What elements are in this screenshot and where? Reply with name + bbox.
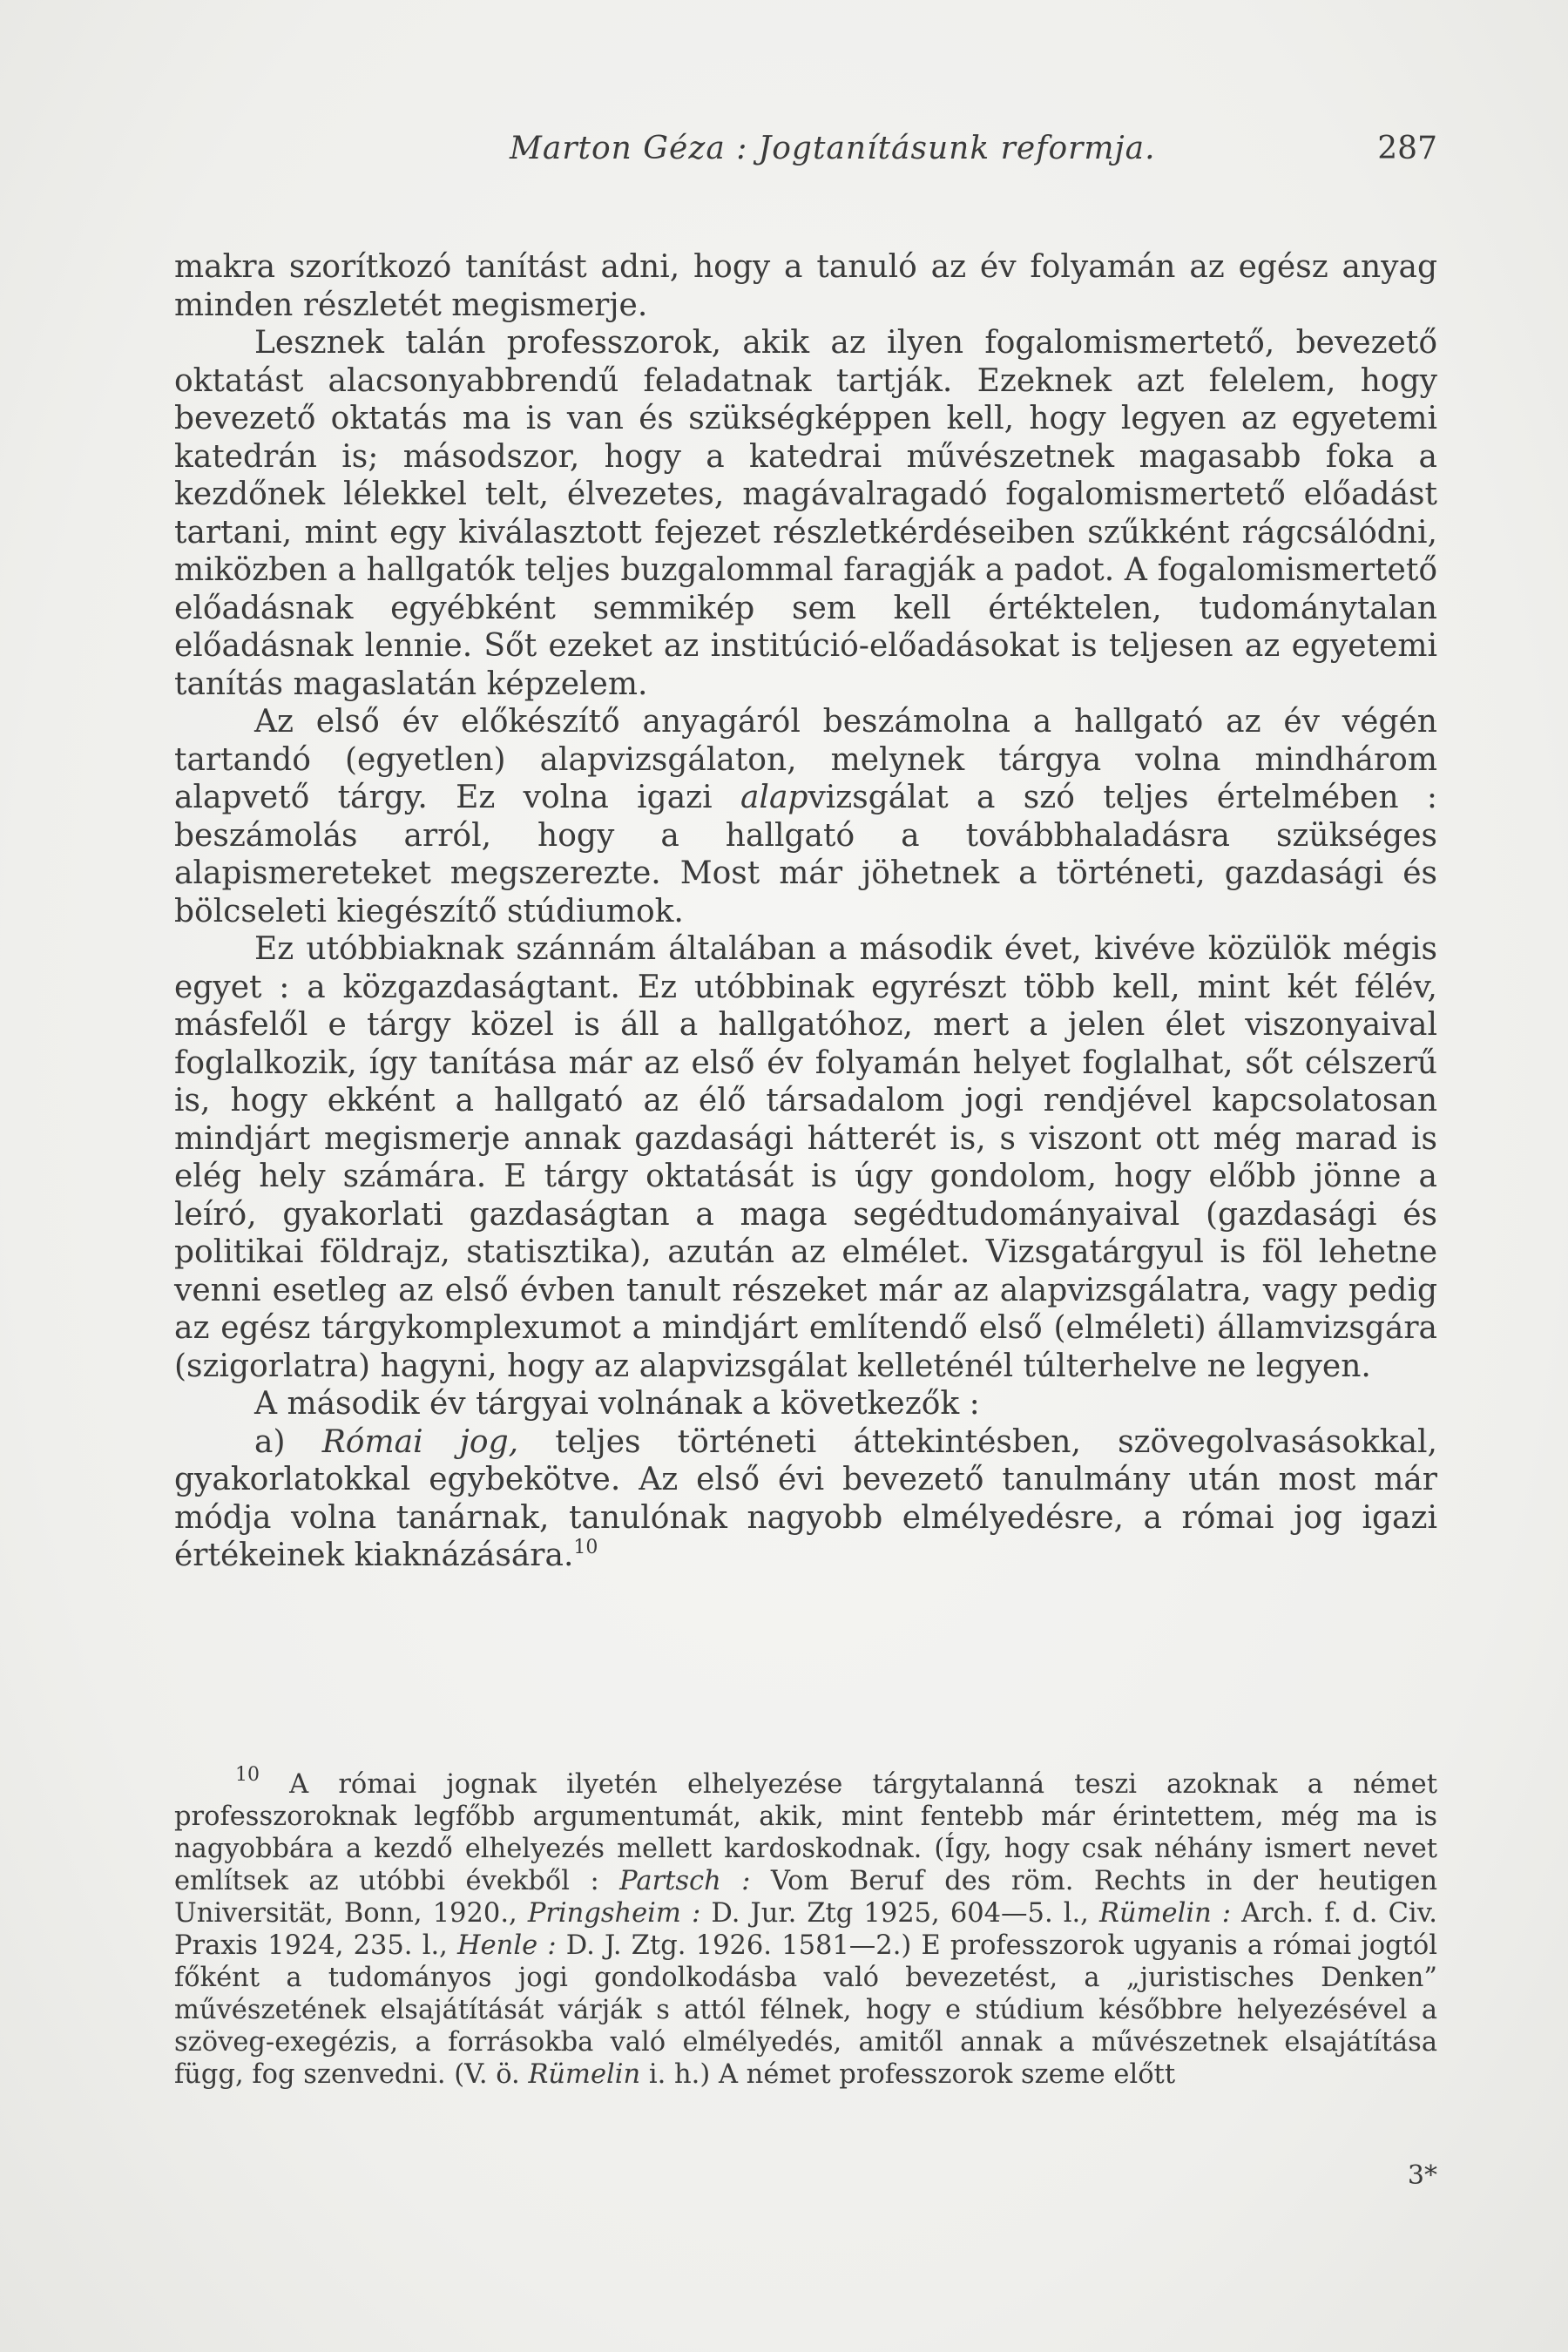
footnotes <box>174 1764 1437 2091</box>
footnote-text: Vom Beruf des röm. Rechts in der heutigen Universität, Bonn, 1920., <box>174 1866 1437 1929</box>
running-title: Marton Géza : Jogtanításunk reformja. <box>510 131 1156 166</box>
paragraph-3 <box>174 703 1437 930</box>
footnote-text: A római jognak ilyetén elhelyezése tárgytalanná teszi azoknak a német professzoroknak legfőbb argumentumát, akik, mint fentebb már érintettem, még ma is nagyobbára a kezdő elhelyezés mellett kardoskodnak. (Így, hogy csak néhány ismert nevet említsek az utóbbi évekből : <box>174 1769 1437 1896</box>
footnote-reference: 10 <box>573 1537 598 1558</box>
list-label: a) <box>254 1423 322 1460</box>
footnote-10 <box>174 1764 1437 2091</box>
paragraph-1: makra szorítkozó tanítást adni, hogy a tanuló az év folyamán az egész anyag minden részletét megismerje. <box>174 249 1437 323</box>
list-item-text: teljes történeti áttekintésben, szövegolvasásokkal, gyakorlatokkal egybekötve. Az első évi bevezető tanulmány után most már módja volna tanárnak, tanulónak nagyobb elmélyedésre, a római jog igazi értékeinek kiaknázására. <box>174 1423 1437 1573</box>
footnote-text: D. J. Ztg. 1926. 1581—2.) E professzorok ugyanis a római jogtól főként a tudományos jogi gondolkodásba való bevezetést, a „juristisches Denken” művészetének elsajátítását várják s attól félnek, hogy e stúdium későbbre helyezésével a szöveg-exegézis, a forrásokba való elmélyedés, amitől annak a művészetnek elsajátítása függ, fog szenvedni. (V. ö. <box>174 1930 1437 2090</box>
page-number: 287 <box>1377 131 1437 166</box>
paragraph-3-after: vizsgálat a szó teljes értelmében : beszámolás arról, hogy a hallgató a továbbhaladásra szükséges alapismereteket megszerezte. Most már jöhetnek a történeti, gazdasági és bölcseleti kiegészítő stúdiumok. <box>174 780 1437 929</box>
cited-author: Rümelin : <box>1098 1898 1232 1929</box>
signature-mark: 3* <box>1407 2160 1437 2191</box>
paragraph-4: Ez utóbbiaknak szánnám általában a második évet, kivéve közülök mégis egyet : a közgazdaságtant. Ez utóbbinak egyrészt több kell, mint két félév, másfelől e tárgy közel is áll a hallgatóhoz, mert a jelen élet viszonyaival foglalkozik, így tanítása már az első év folyamán helyet foglalhat, sőt célszerű is, hogy ekként a hallgató az élő társadalom jogi rendjével kapcsolatosan mindjárt megismerje annak gazdasági hátterét is, s viszont ott még marad is elég hely számára. E tárgy oktatását is úgy gondolom, hogy előbb jönne a leíró, gyakorlati gazdaságtan a maga segédtudományaival (gazdasági és politikai földrajz, statisztika), azután az elmélet. Vizsgatárgyul is föl lehetne venni esetleg az első évben tanult részeket már az alapvizsgálatra, vagy pedig az egész tárgykomplexumot a mindjárt említendő első (elméleti) államvizsgára (szigorlatra) hagyni, hogy az alapvizsgálat kelleténél túlterhelve ne legyen. <box>174 931 1437 1384</box>
paragraph-6 <box>174 1423 1437 1575</box>
cited-author: Rümelin <box>528 2059 641 2090</box>
footnote-text: i. h.) A német professzorok szeme előtt <box>640 2059 1176 2090</box>
cited-author: Pringsheim : <box>527 1898 701 1929</box>
footnote-number: 10 <box>235 1764 260 1786</box>
page-header <box>174 131 1437 174</box>
footnote-text: D. Jur. Ztg 1925, 604—5. l., <box>700 1898 1099 1929</box>
list-item-title: Római jog, <box>321 1423 519 1460</box>
paragraph-2: Lesznek talán professzorok, akik az ilyen fogalomismertető, bevezető oktatást alacsonyabbrendű feladatnak tartják. Ezeknek azt felelem, hogy bevezető oktatás ma is van és szükségképpen kell, hogy legyen az egyetemi katedrán is; másodszor, hogy a katedrai művészetnek magasabb foka a kezdőnek lélekkel telt, élvezetes, magávalragadó fogalomismertető előadást tartani, mint egy kiválasztott fejezet részletkérdéseiben szűkként rágcsálódni, miközben a hallgatók teljes buzgalommal faragják a padot. A fogalomismertető előadásnak egyébként semmikép sem kell értéktelen, tudománytalan előadásnak lennie. Sőt ezeket az institúció-előadásokat is teljesen az egyetemi tanítás magaslatán képzelem. <box>174 325 1437 702</box>
cited-author: Partsch : <box>619 1866 751 1896</box>
main-text <box>174 248 1437 1575</box>
cited-author: Henle : <box>457 1930 557 1961</box>
footnote-text: Arch. f. d. Civ. Praxis 1924, 235. l., <box>174 1898 1437 1961</box>
paragraph-3-before: Az első év előkészítő anyagáról beszámolna a hallgató az év végén tartandó (egyetlen) alapvizsgálaton, melynek tárgya volna mindhárom alapvető tárgy. Ez volna igazi <box>174 704 1437 815</box>
paragraph-5: A második év tárgyai volnának a következők : <box>254 1386 980 1422</box>
paragraph-3-emphasis: alap <box>740 780 808 815</box>
